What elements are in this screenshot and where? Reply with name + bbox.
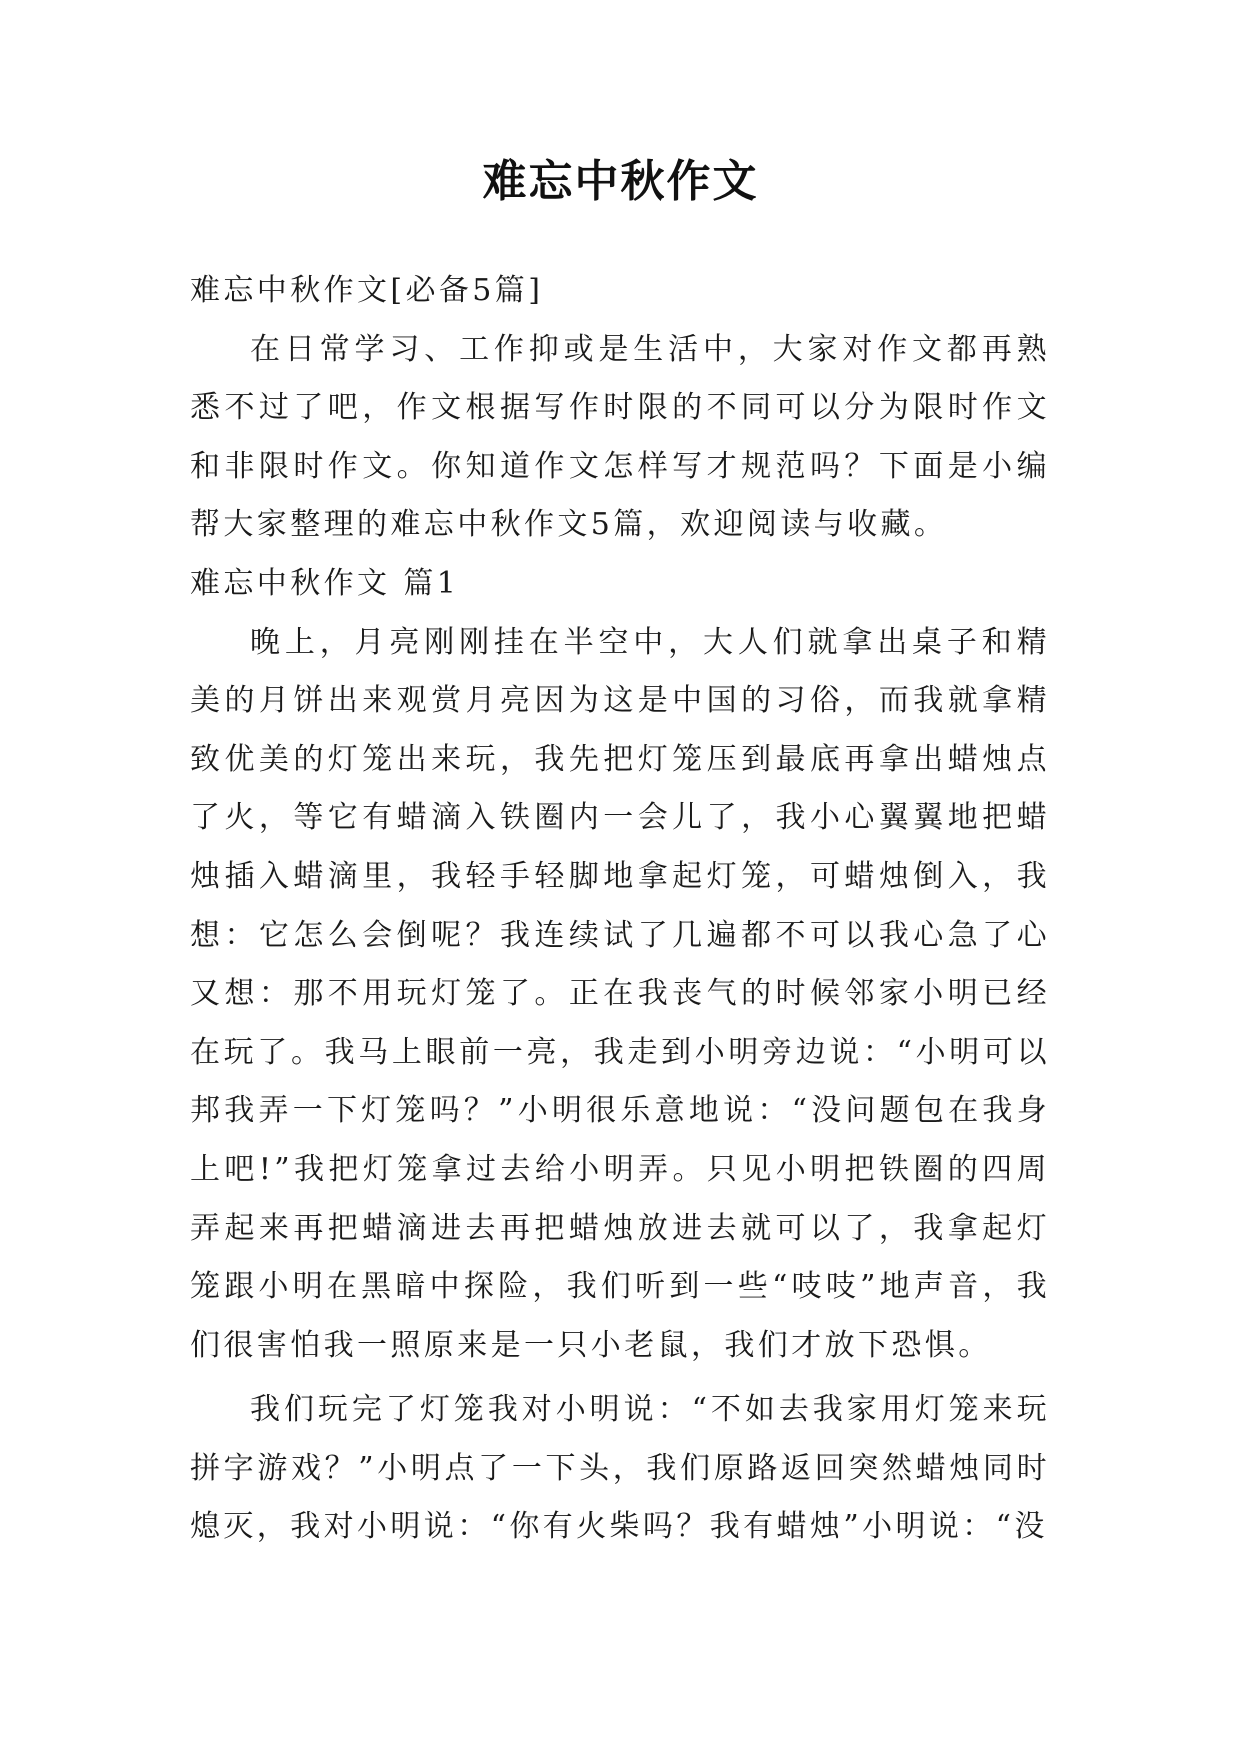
body-paragraph-1: 晚上，月亮刚刚挂在半空中，大人们就拿出桌子和精美的月饼出来观赏月亮因为这是中国的习俗，而我就拿精致优美的灯笼出来玩，我先把灯笼压到最底再拿出蜡烛点了火，等它有蜡滴入铁圈内一会儿了，我小心翼翼地把蜡烛插入蜡滴里，我轻手轻脚地拿起灯笼，可蜡烛倒入，我想：它怎么会倒呢？我连续试了几遍都不可以我心急了心又想：那不用玩灯笼了。正在我丧气的时候邻家小明已经在玩了。我马上眼前一亮，我走到小明旁边说：“小明可以邦我弄一下灯笼吗？”小明很乐意地说：“没问题包在我身上吧!”我把灯笼拿过去给小明弄。只见小明把铁圈的四周弄起来再把蜡滴进去再把蜡烛放进去就可以了，我拿起灯笼跟小明在黑暗中探险，我们听到一些“吱吱”地声音，我们很害怕我一照原来是一只小老鼠，我们才放下恐惧。: [190, 624, 1050, 1363]
section-heading: 难忘中秋作文 篇1: [190, 565, 460, 601]
document-subtitle: 难忘中秋作文[必备5篇]: [190, 273, 544, 308]
body-paragraph-2: 我们玩完了灯笼我对小明说：“不如去我家用灯笼来玩拼字游戏？”小明点了一下头，我们原路返回突然蜡烛同时熄灭，我对小明说：“你有火柴吗？我有蜡烛”小明说：“没: [190, 1392, 1050, 1545]
intro-paragraph: 在日常学习、工作抑或是生活中，大家对作文都再熟悉不过了吧，作文根据写作时限的不同可以分为限时作文和非限时作文。你知道作文怎样写才规范吗？下面是小编帮大家整理的难忘中秋作文5篇，欢迎阅读与收藏。: [190, 331, 1050, 543]
document-title: 难忘中秋作文: [482, 156, 759, 207]
document-body: [190, 262, 1050, 1557]
